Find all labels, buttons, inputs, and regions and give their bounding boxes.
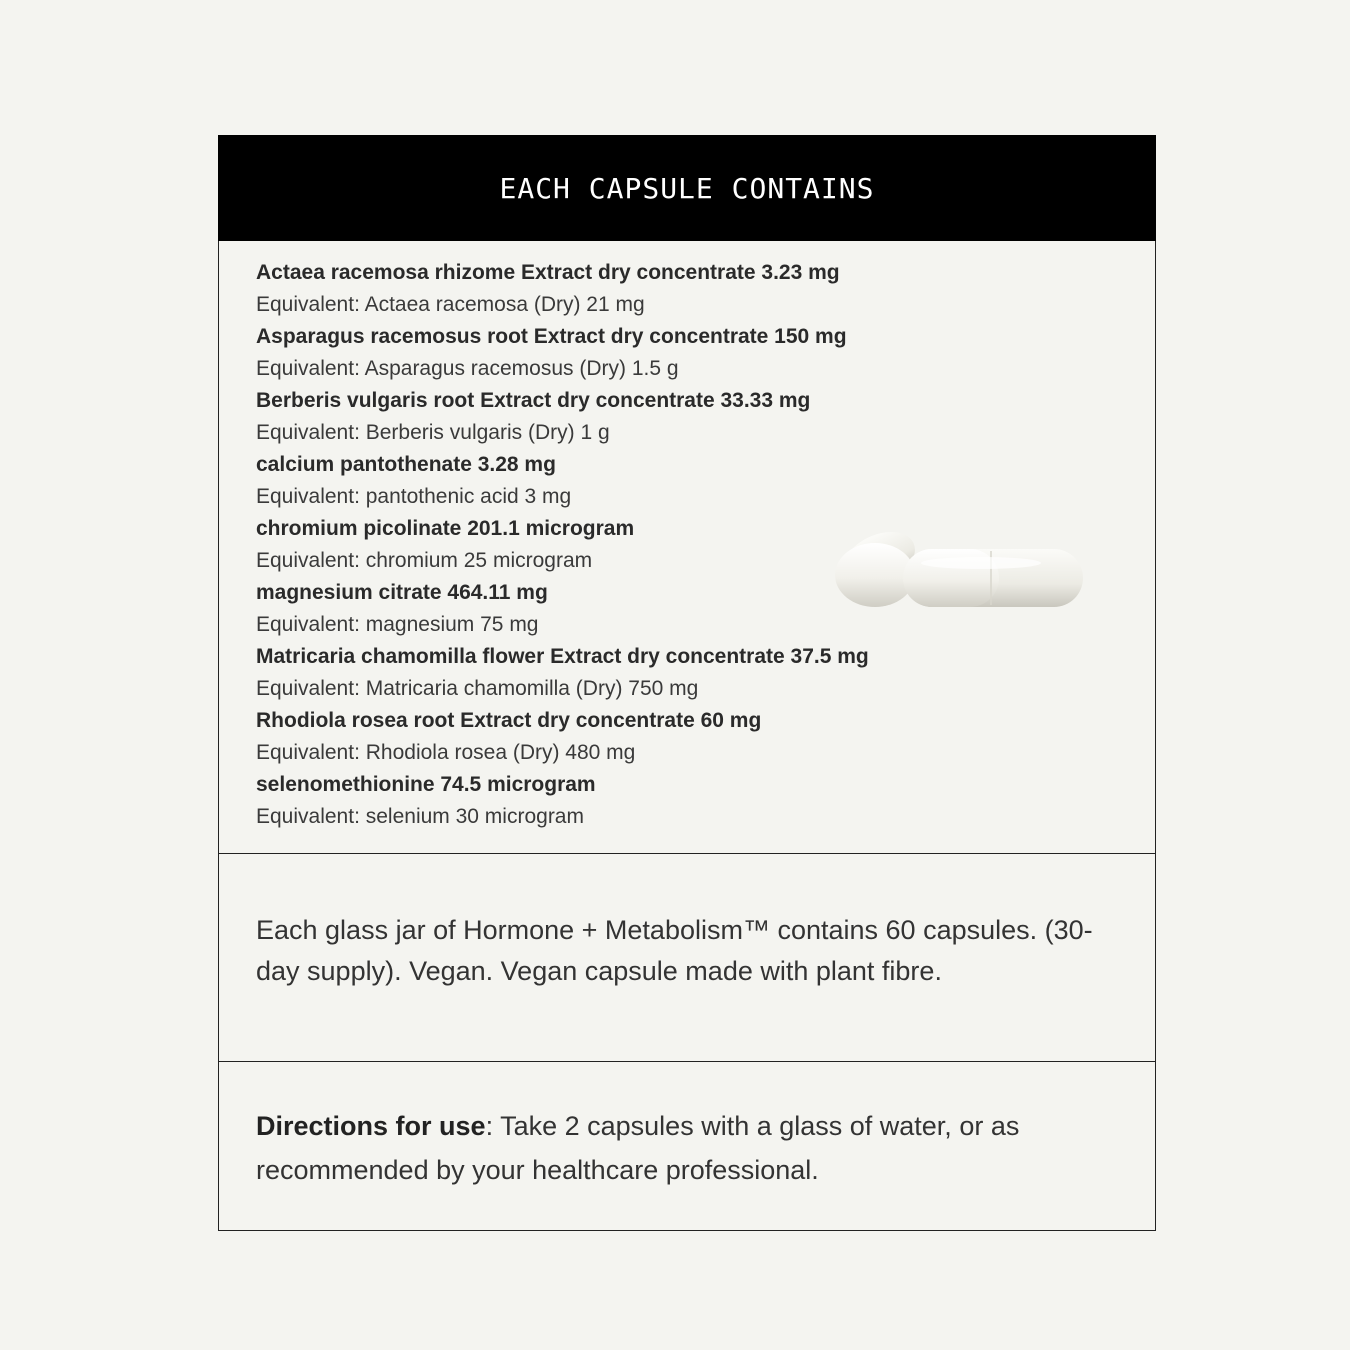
ingredient-name: selenomethionine 74.5 microgram [256, 773, 596, 796]
capsules-image [831, 521, 1085, 611]
supplement-facts-panel [218, 135, 1156, 1231]
product-info-section [218, 854, 1156, 1062]
ingredient-item [256, 257, 1155, 321]
ingredient-name: Rhodiola rosea root Extract dry concentrate 60 mg [256, 709, 762, 732]
directions-body: : Take 2 capsules with a glass of water, or as recommended by your healthcare professional. [256, 1111, 1020, 1185]
ingredient-item [256, 321, 1155, 385]
ingredient-name: Actaea racemosa rhizome Extract dry concentrate 3.23 mg [256, 261, 840, 284]
directions-text [256, 1104, 1105, 1192]
ingredient-name: Asparagus racemosus root Extract dry concentrate 150 mg [256, 325, 847, 348]
ingredient-item [256, 641, 1155, 705]
ingredient-item [256, 705, 1155, 769]
directions-section [218, 1062, 1156, 1231]
panel-title: EACH CAPSULE CONTAINS [499, 171, 875, 205]
ingredient-equivalent: Equivalent: chromium 25 microgram [256, 549, 593, 572]
ingredient-equivalent: Equivalent: Rhodiola rosea (Dry) 480 mg [256, 741, 636, 764]
ingredient-name: Berberis vulgaris root Extract dry concentrate 33.33 mg [256, 389, 811, 412]
ingredient-name: chromium picolinate 201.1 microgram [256, 517, 635, 540]
ingredient-equivalent: Equivalent: Asparagus racemosus (Dry) 1.5 g [256, 357, 679, 380]
ingredient-equivalent: Equivalent: Actaea racemosa (Dry) 21 mg [256, 293, 645, 316]
ingredient-equivalent: Equivalent: magnesium 75 mg [256, 613, 539, 636]
ingredient-equivalent: Equivalent: Berberis vulgaris (Dry) 1 g [256, 421, 610, 444]
ingredient-name: Matricaria chamomilla flower Extract dry concentrate 37.5 mg [256, 645, 869, 668]
directions-label: Directions for use [256, 1111, 486, 1141]
product-info-text: Each glass jar of Hormone + Metabolism™ contains 60 capsules. (30-day supply). Vegan. Vegan capsule made with plant fibre. [256, 915, 1093, 986]
ingredient-name: calcium pantothenate 3.28 mg [256, 453, 556, 476]
ingredient-equivalent: Equivalent: pantothenic acid 3 mg [256, 485, 572, 508]
ingredients-section [218, 241, 1156, 854]
ingredient-equivalent: Equivalent: Matricaria chamomilla (Dry) 750 mg [256, 677, 699, 700]
ingredient-item [256, 385, 1155, 449]
ingredient-equivalent: Equivalent: selenium 30 microgram [256, 805, 584, 828]
panel-header [218, 135, 1156, 241]
ingredient-item [256, 449, 1155, 513]
ingredient-item [256, 769, 1155, 833]
ingredient-name: magnesium citrate 464.11 mg [256, 581, 548, 604]
